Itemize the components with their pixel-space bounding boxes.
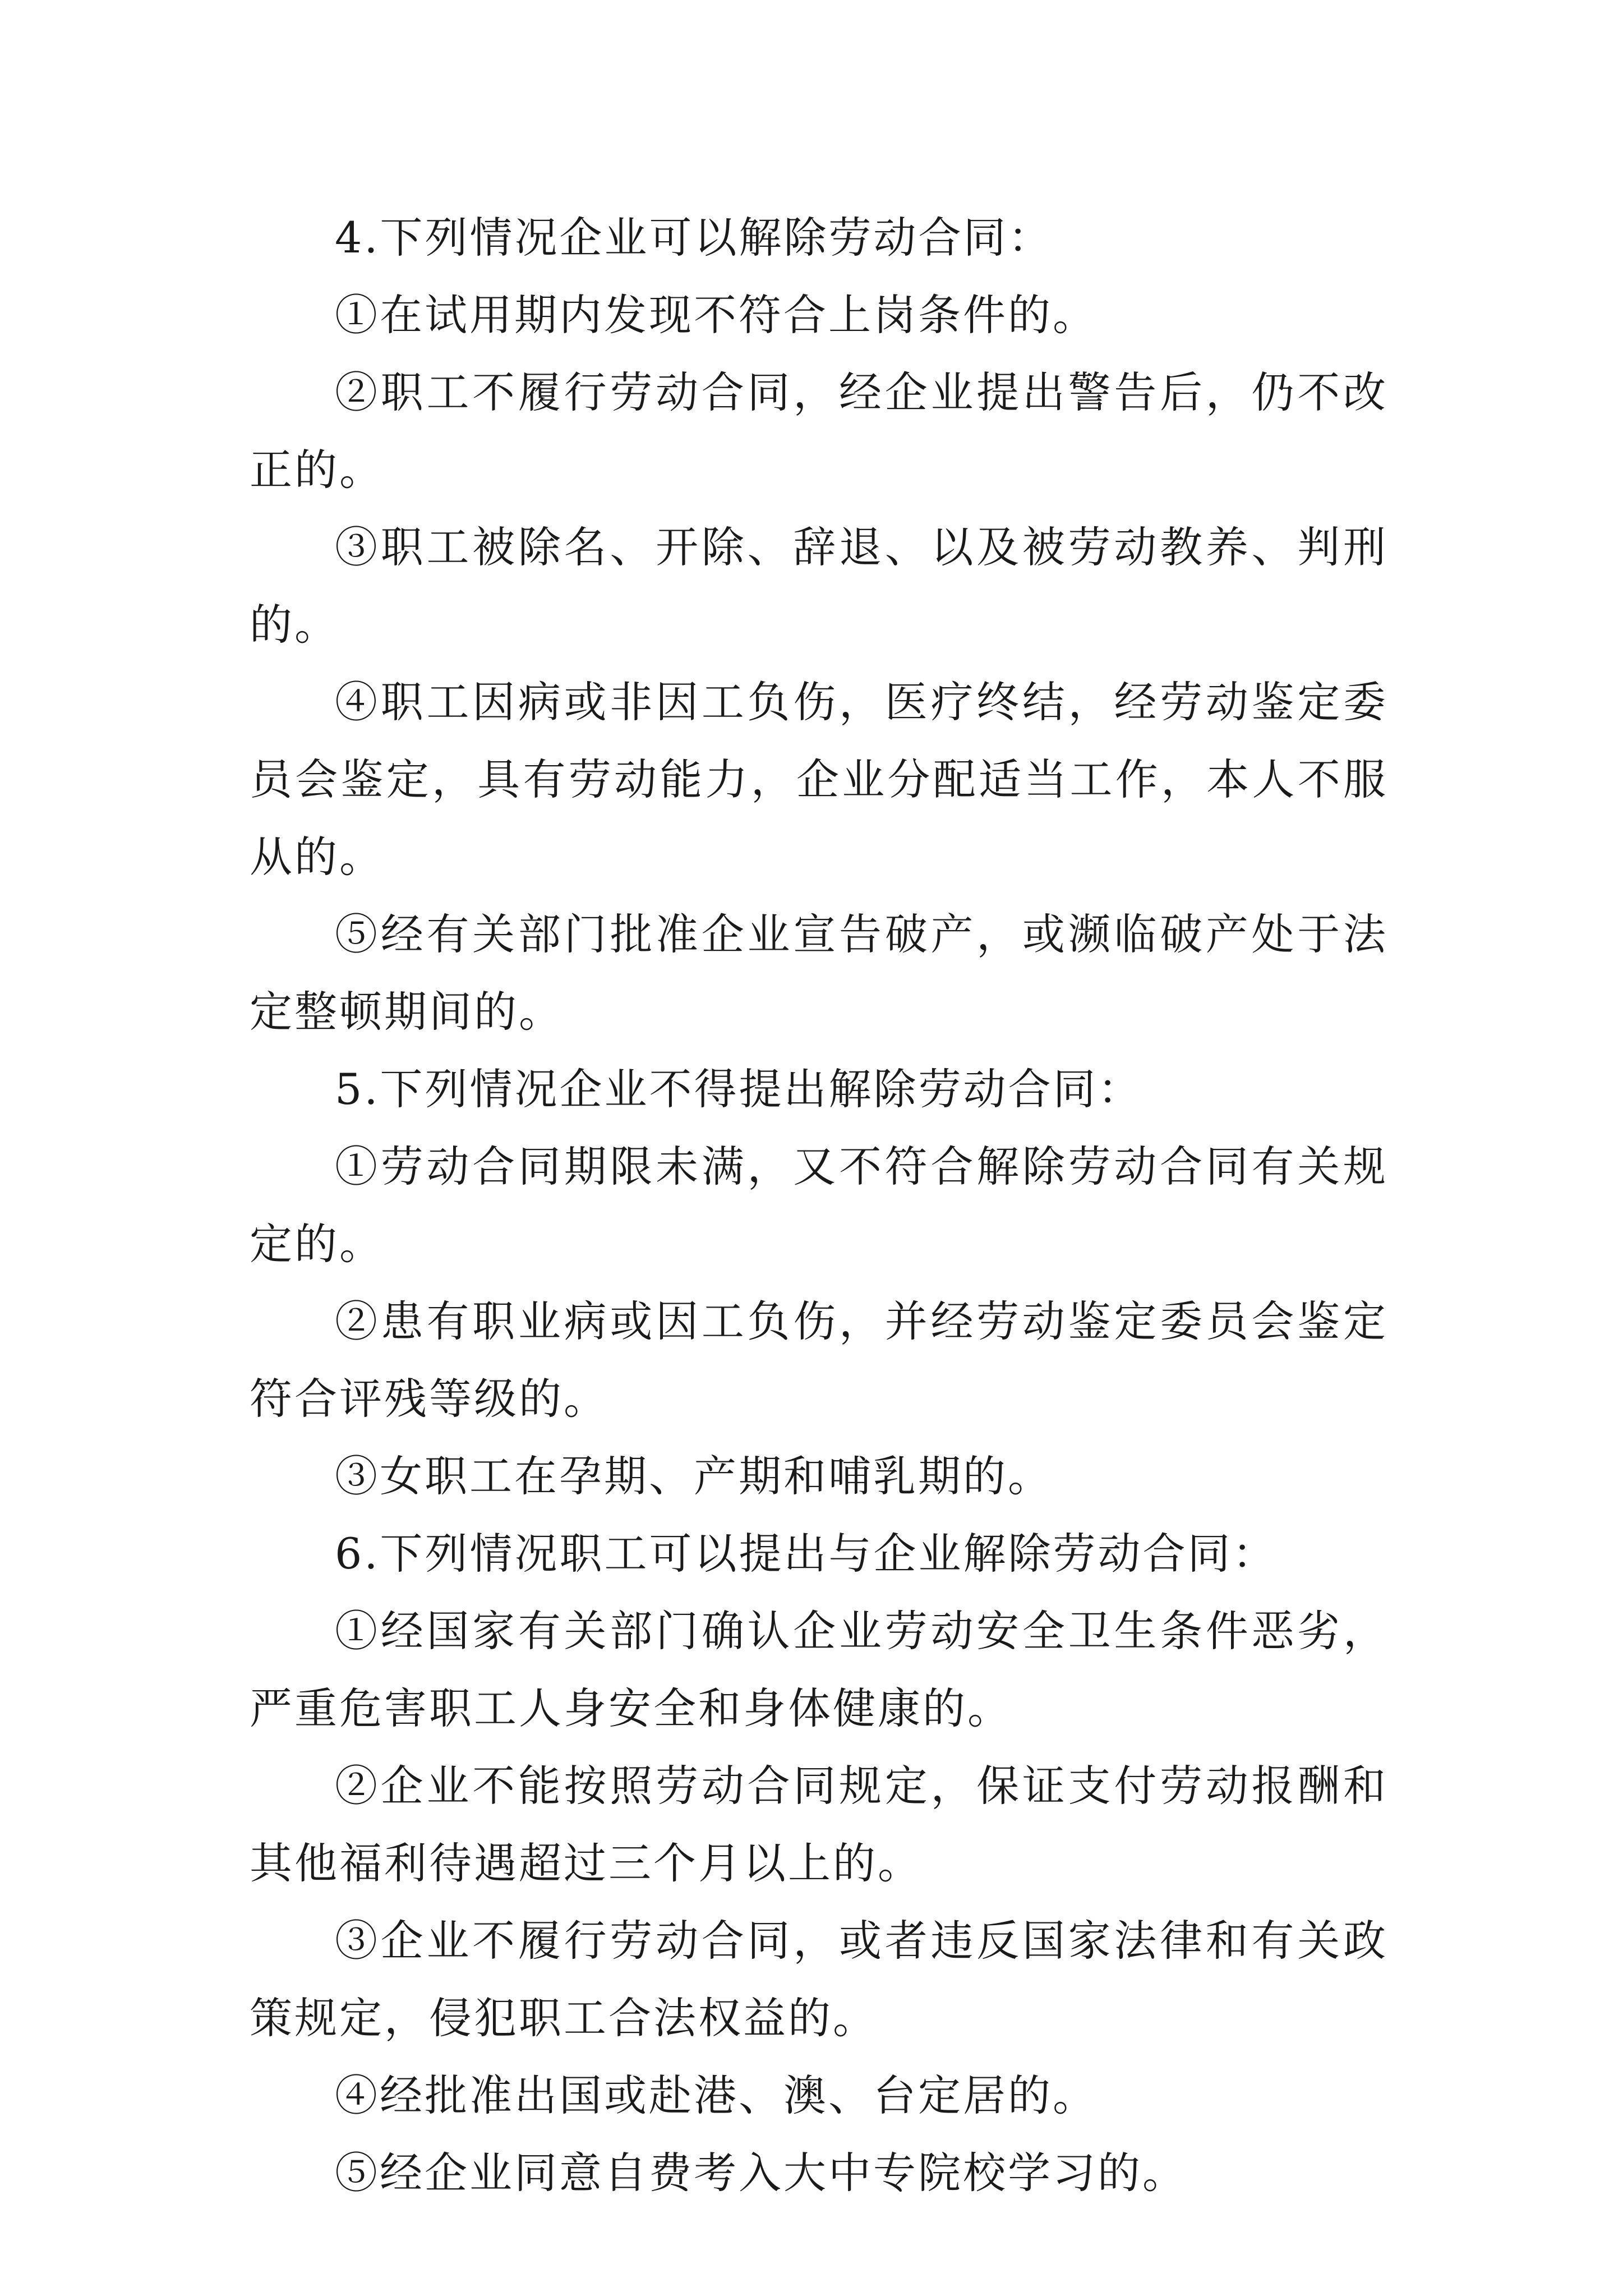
paragraph-item: ⑤经企业同意自费考入大中专院校学习的。 — [335, 2148, 1187, 2198]
paragraph-item: ①劳动合同期限未满，又不符合解除劳动合同有关规定的。 — [250, 1142, 1388, 1269]
paragraph-item: ④职工因病或非因工负伤，医疗终结，经劳动鉴定委员会鉴定，具有劳动能力，企业分配适当工作，本人不服从的。 — [250, 677, 1388, 882]
paragraph-item: ②企业不能按照劳动合同规定，保证支付劳动报酬和其他福利待遇超过三个月以上的。 — [250, 1761, 1388, 1888]
paragraph-item: ①经国家有关部门确认企业劳动安全卫生条件恶劣，严重危害职工人身安全和身体健康的。 — [250, 1606, 1388, 1733]
paragraph-section-5-heading: 5.下列情况企业不得提出解除劳动合同： — [335, 1064, 1143, 1114]
paragraph-item: ③企业不履行劳动合同，或者违反国家法律和有关政策规定，侵犯职工合法权益的。 — [250, 1916, 1388, 2043]
document-body — [250, 199, 1388, 2212]
paragraph-item: ②职工不履行劳动合同，经企业提出警告后，仍不改正的。 — [250, 367, 1388, 495]
paragraph-item: ②患有职业病或因工负伤，并经劳动鉴定委员会鉴定符合评残等级的。 — [250, 1296, 1388, 1424]
paragraph-item: ③女职工在孕期、产期和哺乳期的。 — [335, 1451, 1053, 1501]
paragraph-item: ①在试用期内发现不符合上岗条件的。 — [335, 290, 1098, 340]
paragraph-item: ⑤经有关部门批准企业宣告破产，或濒临破产处于法定整顿期间的。 — [250, 909, 1388, 1037]
paragraph-item: ③职工被除名、开除、辞退、以及被劳动教养、判刑的。 — [250, 522, 1388, 650]
paragraph-item: ④经批准出国或赴港、澳、台定居的。 — [335, 2070, 1098, 2120]
paragraph-section-4-heading: 4.下列情况企业可以解除劳动合同： — [335, 213, 1053, 263]
paragraph-section-6-heading: 6.下列情况职工可以提出与企业解除劳动合同： — [335, 1529, 1278, 1579]
